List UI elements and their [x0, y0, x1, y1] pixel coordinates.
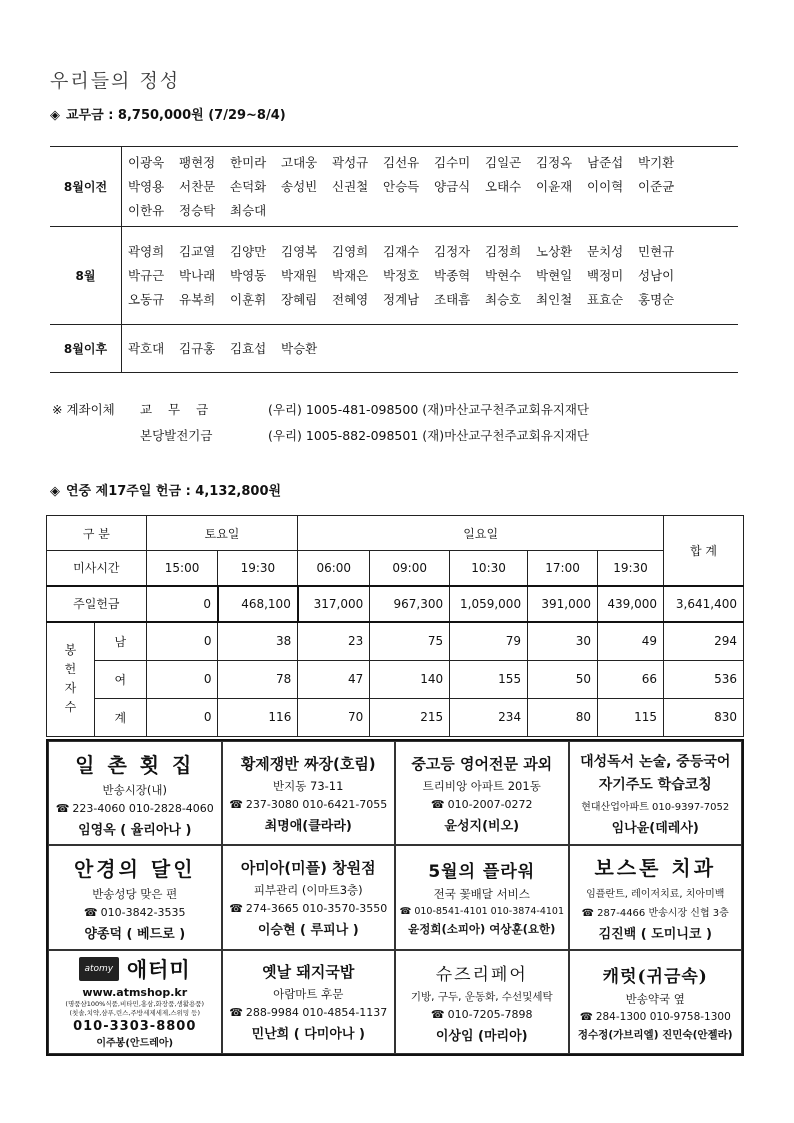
mass-time: 15:00	[146, 551, 218, 586]
donor-name: 표효순	[587, 291, 624, 307]
ad-phone: ☎ 288-9984 010-4854-1137	[229, 1006, 388, 1020]
ad-owner: 민난희 ( 다미아나 )	[251, 1027, 365, 1043]
account-name: 본당발전기금	[140, 428, 213, 443]
phone-icon: ☎	[229, 797, 243, 811]
ad-sub: 트리비앙 아파트 201동	[422, 778, 541, 793]
donor-name: 이한유	[128, 202, 165, 218]
donor-name: 박나래	[179, 267, 216, 283]
ad-owner: 최명애(클라라)	[264, 818, 352, 834]
count-value: 79	[450, 622, 528, 660]
donor-name: 신권철	[332, 178, 369, 194]
offering-table	[46, 515, 744, 737]
phone-icon: ☎	[581, 908, 595, 920]
donor-names	[122, 325, 738, 372]
donor-name: 이광욱	[128, 154, 165, 170]
count-value: 0	[146, 622, 218, 660]
donor-name: 이훈휘	[230, 291, 267, 307]
donor-name: 유복희	[179, 291, 216, 307]
count-value: 215	[370, 698, 450, 736]
count-value: 140	[370, 660, 450, 698]
donor-name: 박재은	[332, 267, 369, 283]
cash-total: 3,641,400	[663, 586, 743, 622]
count-value: 78	[218, 660, 298, 698]
phone-icon: ☎	[229, 1006, 243, 1020]
count-value: 30	[528, 622, 598, 660]
ad-title: 슈즈리페어	[435, 964, 528, 985]
donor-name: 노상환	[536, 243, 573, 259]
donor-name: 최승대	[230, 202, 267, 218]
donor-name: 박기환	[638, 154, 675, 170]
phone-icon: ☎	[229, 901, 243, 915]
diamond-icon: ◈	[50, 108, 60, 123]
donor-count-label: 봉 헌 자 수	[47, 622, 95, 737]
ad-desc: (칫솔,치약,샴푸,린스,주방세제세제,스위밍 등)	[69, 1009, 200, 1018]
ads-grid	[46, 739, 744, 1056]
ad-sub: 임플란트, 레이저치료, 치아미백	[586, 889, 725, 901]
donor-name: 곽영희	[128, 243, 165, 259]
ad-title: 아미아(미플) 창원점	[240, 858, 376, 877]
header-sunday: 일요일	[298, 516, 664, 551]
donor-name: 최인철	[536, 291, 573, 307]
ad-owner: 윤정희(소피아) 여상훈(요한)	[408, 922, 556, 937]
account-info: (우리) 1005-882-098501 (재)마산교구천주교회유지재단	[268, 428, 589, 443]
ad-desc: (명품샴100%식품,비타민,홍삼,화장품,생활용품)	[65, 1000, 205, 1009]
account-prefix: ※ 계좌이체	[52, 402, 115, 417]
count-value: 38	[218, 622, 298, 660]
phone-icon: ☎	[55, 801, 70, 815]
donor-group-row	[50, 325, 738, 373]
donor-names	[122, 147, 738, 226]
ad-title: 황제쟁반 짜장(호림)	[240, 754, 376, 773]
donor-name: 김영희	[332, 243, 369, 259]
ad-title: 옛날 돼지국밥	[262, 963, 355, 982]
donor-name: 서찬문	[179, 178, 216, 194]
donor-name: 박현일	[536, 267, 573, 283]
atomy-logo: atomy	[79, 957, 119, 981]
ad-title: 중고등 영어전문 과외	[411, 754, 553, 773]
ad-title: 보스톤 치과	[594, 856, 717, 881]
ad-owner: 김진백 ( 도미니코 )	[598, 927, 712, 943]
ad-cell	[222, 741, 396, 845]
ad-phone: ☎ 284-1300 010-9758-1300	[579, 1010, 731, 1023]
phone-icon: ☎	[430, 1007, 445, 1021]
fund-heading: ◈ 교무금 : 8,750,000원 (7/29~8/4)	[50, 108, 286, 123]
count-total: 294	[663, 622, 743, 660]
donor-name: 김재수	[383, 243, 420, 259]
donor-group-label: 8월이후	[50, 325, 122, 372]
donor-name: 곽호대	[128, 340, 165, 356]
ad-phone: ☎ 274-3665 010-3570-3550	[229, 901, 388, 915]
ad-title: 5월의 플라워	[428, 862, 536, 883]
count-value: 155	[450, 660, 528, 698]
ad-sub: 반송성당 맞은 편	[92, 886, 178, 901]
count-value: 66	[598, 660, 664, 698]
donor-name: 김정옥	[536, 154, 573, 170]
count-value: 70	[298, 698, 370, 736]
count-value: 116	[218, 698, 298, 736]
ad-title: 대성독서 논술, 중등국어	[580, 753, 731, 770]
account-info: (우리) 1005-481-098500 (재)마산교구천주교회유지재단	[268, 402, 589, 417]
mass-time: 19:30	[218, 551, 298, 586]
ad-sub: 아람마트 후문	[273, 987, 344, 1002]
cash-value: 317,000	[298, 586, 370, 622]
ad-owner: 이상임 (마리아)	[435, 1028, 528, 1044]
donor-group-label: 8월이전	[50, 147, 122, 226]
ad-phone: ☎ 010-8541-4101 010-3874-4101	[399, 906, 565, 918]
donor-group-row	[50, 147, 738, 227]
ad-cell	[395, 741, 569, 845]
count-value: 115	[598, 698, 664, 736]
donor-name: 이이혁	[587, 178, 624, 194]
cash-value: 1,059,000	[450, 586, 528, 622]
ad-cell	[48, 845, 222, 949]
ad-sub: 반송시장(내)	[102, 782, 168, 797]
donor-name: 박정호	[383, 267, 420, 283]
donor-name: 곽성규	[332, 154, 369, 170]
ad-cell	[569, 741, 743, 845]
ad-owner: 임나윤(데레사)	[611, 820, 699, 836]
ad-cell	[222, 950, 396, 1054]
ad-cell	[395, 950, 569, 1054]
count-value: 49	[598, 622, 664, 660]
ad-sub: 피부관리 (이마트3층)	[253, 882, 363, 897]
ad-cell	[222, 845, 396, 949]
ad-sub: 현대산업아파트 010-9397-7052	[581, 801, 730, 813]
donor-name: 손덕화	[230, 178, 267, 194]
count-value: 80	[528, 698, 598, 736]
cash-label: 주일헌금	[47, 586, 147, 622]
count-total: 536	[663, 660, 743, 698]
donor-name: 박현수	[485, 267, 522, 283]
ad-phone: ☎ 010-7205-7898	[430, 1007, 533, 1021]
donor-name: 성남이	[638, 267, 675, 283]
ad-owner: 윤성지(비오)	[444, 818, 520, 834]
ad-cell	[569, 950, 743, 1054]
ad-phone: ☎ 287-4466 반송시장 신협 3층	[581, 908, 729, 920]
donor-name: 박승환	[281, 340, 318, 356]
donor-name: 김수미	[434, 154, 471, 170]
donor-name: 송성빈	[281, 178, 318, 194]
donor-name: 장혜림	[281, 291, 318, 307]
ad-sub: 반지동 73-11	[273, 778, 344, 793]
donor-name: 한미라	[230, 154, 267, 170]
donor-name: 김규홍	[179, 340, 216, 356]
donor-name: 오태수	[485, 178, 522, 194]
mass-time: 19:30	[598, 551, 664, 586]
donor-name: 안승득	[383, 178, 420, 194]
donor-name: 최승호	[485, 291, 522, 307]
ad-phone: 010-3303-8800	[73, 1019, 197, 1035]
ad-sub: 반송약국 옆	[625, 991, 685, 1006]
fund-donor-table	[50, 146, 738, 373]
count-value: 50	[528, 660, 598, 698]
donor-name: 양금식	[434, 178, 471, 194]
donor-name: 이윤재	[536, 178, 573, 194]
donor-group-row	[50, 227, 738, 325]
ad-owner: 이주봉(안드레아)	[96, 1038, 174, 1050]
donor-name: 정계남	[383, 291, 420, 307]
cash-value: 391,000	[528, 586, 598, 622]
mass-time: 17:00	[528, 551, 598, 586]
account-name: 교 무 금	[140, 402, 215, 417]
account-line-1	[52, 400, 589, 418]
donor-name: 홍명순	[638, 291, 675, 307]
count-value: 75	[370, 622, 450, 660]
ad-cell	[395, 845, 569, 949]
header-gubun: 구 분	[47, 516, 147, 551]
atm-header	[79, 954, 191, 984]
ad-owner: 임영옥 ( 율리아나 )	[78, 822, 192, 838]
header-saturday: 토요일	[146, 516, 298, 551]
cash-value: 468,100	[218, 586, 298, 622]
ad-title-2: 자기주도 학습코칭	[598, 776, 712, 793]
mass-time: 06:00	[298, 551, 370, 586]
offering-heading: ◈ 연중 제17주일 헌금 : 4,132,800원	[50, 484, 282, 499]
count-value: 234	[450, 698, 528, 736]
count-value: 0	[146, 698, 218, 736]
donor-name: 백정미	[587, 267, 624, 283]
ad-title: 일 촌 횟 집	[75, 752, 195, 777]
ad-owner: 양종덕 ( 베드로 )	[84, 926, 186, 942]
ad-cell	[48, 741, 222, 845]
donor-name: 박재원	[281, 267, 318, 283]
donor-name: 이준균	[638, 178, 675, 194]
ad-sub: 기방, 구두, 운동화, 수선및세탁	[410, 990, 553, 1003]
ad-title: 캐럿(귀금속)	[602, 966, 708, 987]
donor-name: 김영복	[281, 243, 318, 259]
donor-name: 박영동	[230, 267, 267, 283]
donor-name: 팽현정	[179, 154, 216, 170]
ad-cell	[569, 845, 743, 949]
ad-phone: ☎ 010-2007-0272	[430, 797, 533, 811]
cash-value: 439,000	[598, 586, 664, 622]
ad-phone: ☎ 010-3842-3535	[83, 905, 186, 919]
donor-name: 조태흠	[434, 291, 471, 307]
ad-title: 안경의 달인	[73, 856, 196, 881]
donor-name: 김양만	[230, 243, 267, 259]
ad-url: www.atmshop.kr	[82, 986, 188, 1000]
row-label: 여	[94, 660, 146, 698]
mass-time-label: 미사시간	[47, 551, 147, 586]
donor-name: 오동규	[128, 291, 165, 307]
donor-name: 김정희	[485, 243, 522, 259]
count-value: 0	[146, 660, 218, 698]
donor-name: 김교열	[179, 243, 216, 259]
count-value: 23	[298, 622, 370, 660]
ad-cell	[48, 950, 222, 1054]
page-title: 우리들의 정성	[50, 70, 181, 92]
ad-owner: 정수정(가브리엘) 진민숙(안젤라)	[577, 1028, 733, 1041]
donor-name: 고대웅	[281, 154, 318, 170]
cash-value: 0	[146, 586, 218, 622]
ad-owner: 이승현 ( 루피나 )	[257, 922, 359, 938]
ad-title: 애터미	[126, 958, 191, 983]
ad-phone: ☎ 237-3080 010-6421-7055	[229, 797, 388, 811]
phone-icon: ☎	[83, 905, 98, 919]
mass-time: 09:00	[370, 551, 450, 586]
phone-icon: ☎	[399, 906, 412, 918]
donor-name: 남준섭	[587, 154, 624, 170]
donor-name: 김정자	[434, 243, 471, 259]
diamond-icon: ◈	[50, 484, 60, 499]
donor-name: 박규근	[128, 267, 165, 283]
donor-name: 김선유	[383, 154, 420, 170]
phone-icon: ☎	[430, 797, 445, 811]
donor-names	[122, 227, 738, 324]
count-total: 830	[663, 698, 743, 736]
row-label: 계	[94, 698, 146, 736]
cash-value: 967,300	[370, 586, 450, 622]
donor-name: 김효섭	[230, 340, 267, 356]
donor-name: 김일곤	[485, 154, 522, 170]
mass-time: 10:30	[450, 551, 528, 586]
donor-name: 전혜영	[332, 291, 369, 307]
donor-name: 정승탁	[179, 202, 216, 218]
phone-icon: ☎	[579, 1010, 593, 1023]
header-total: 합 계	[663, 516, 743, 586]
donor-name: 박종혁	[434, 267, 471, 283]
ad-sub: 전국 꽃배달 서비스	[433, 887, 530, 902]
count-value: 47	[298, 660, 370, 698]
donor-name: 문치성	[587, 243, 624, 259]
ad-phone: ☎ 223-4060 010-2828-4060	[55, 801, 214, 815]
donor-name: 민현규	[638, 243, 675, 259]
account-line-2	[52, 426, 589, 444]
donor-group-label: 8월	[50, 227, 122, 324]
row-label: 남	[94, 622, 146, 660]
donor-name: 박영용	[128, 178, 165, 194]
